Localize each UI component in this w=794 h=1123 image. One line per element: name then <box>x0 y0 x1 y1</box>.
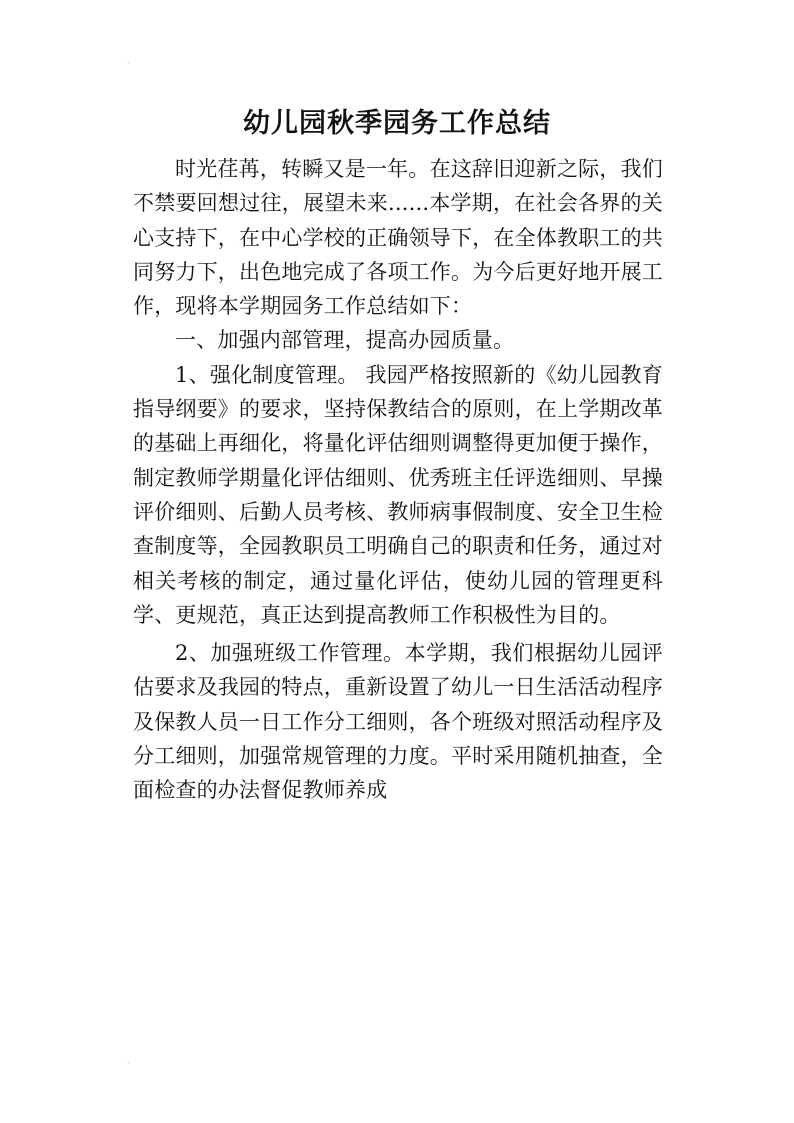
paragraph-intro: 时光荏苒，转瞬又是一年。在这辞旧迎新之际，我们不禁要回想过往，展望未来......本学期，在社会各界的关心支持下，在中心学校的正确领导下，在全体教职工的共同努力下，出色地完成了各项工作。为今后更好地开展工作，现将本学期园务工作总结如下： <box>133 157 663 319</box>
page-corner-mark-bottom: · <box>127 1059 130 1068</box>
paragraph-item-2: 2、加强班级工作管理。本学期，我们根据幼儿园评估要求及我园的特点，重新设置了幼儿一日生活活动程序及保教人员一日工作分工细则，各个班级对照活动程序及分工细则，加强常规管理的力度。平时采用随机抽查，全面检查的办法督促教师养成 <box>133 641 663 803</box>
document-title: 幼儿园秋季园务工作总结 <box>243 108 551 139</box>
document-body <box>133 152 663 808</box>
paragraph-section-heading: 一、加强内部管理，提高办园质量。 <box>175 328 515 353</box>
paragraph-item-1: 1、强化制度管理。 我园严格按照新的《幼儿园教育指导纲要》的要求，坚持保教结合的原则，在上学期改革的基础上再细化，将量化评估细则调整得更加便于操作，制定教师学期量化评估细则、优秀班主任评选细则、早操评价细则、后勤人员考核、教师病事假制度、安全卫生检查制度等，全园教职员工明确自己的职责和任务，通过对相关考核的制定，通过量化评估，使幼儿园的管理更科学、更规范，真正达到提高教师工作积极性为目的。 <box>133 362 663 627</box>
page-corner-mark-top: · <box>127 59 130 68</box>
